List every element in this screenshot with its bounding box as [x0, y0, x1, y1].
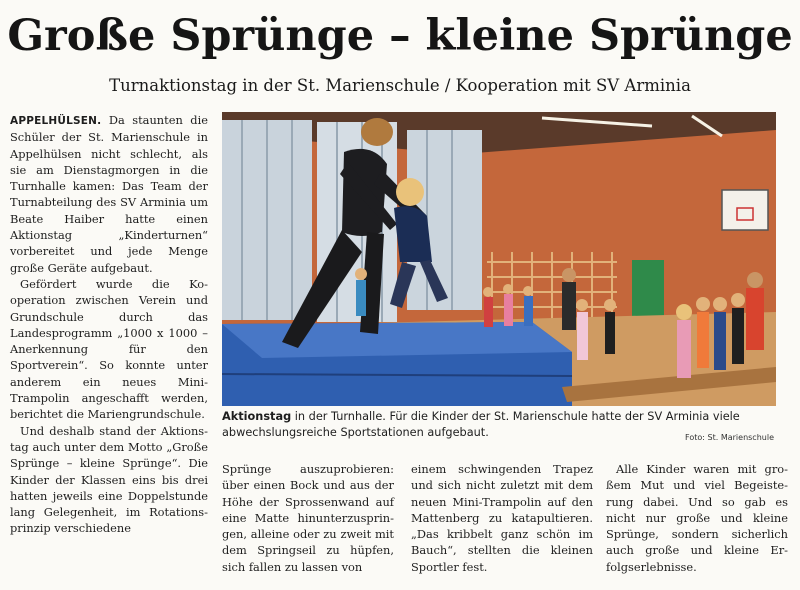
- article-paragraph-2: Gefördert wurde die Kooperation zwischen Verein und Grundschule durch das Landesprogramm „1000 x 1000 – Anerkennung für den Sportverein“. So konnte unter anderem ein neues Mini-Trampolin angeschafft werden, berichtet die Mariengrundschule.: [10, 276, 208, 422]
- article-paragraph-1: APPELHÜLSEN. Da staunten die Schüler der St. Marienschule in Appelhülsen nicht schlecht, als sie am Dienstagmorgen in die Turnhalle kamen: Das Team der Turnabteilung des SV Arminia um Beate Haiber hatte einen Aktionstag „Kinderturnen“ vorbereitet und jede Menge große Geräte aufgebaut.: [10, 113, 208, 275]
- article-column-2: [222, 461, 394, 575]
- subheadline: Turnaktionstag in der St. Marienschule / Kooperation mit SV Arminia: [109, 76, 691, 95]
- article-column-3: [411, 461, 593, 575]
- photo-credit: Foto: St. Marienschule: [685, 433, 774, 442]
- article-paragraph-5: einem schwingenden Trapez und sich nicht zuletzt mit dem neuen Mini-Trampolin auf den Mattenberg zu katapultieren. „Das kribbelt ganz schön im Bauch“, stellten die kleinen Sportler fest.: [411, 462, 593, 574]
- article-column-4: [606, 461, 788, 575]
- article-paragraph-3: Und deshalb stand der Aktionstag auch unter dem Motto „Große Sprünge – kleine Sprünge“. Die Kinder der Klassen eins bis drei hatten jeweils eine Doppelstunde lang Gelegenheit, im Rotationsprinzip verschiedene: [10, 423, 208, 536]
- gym-photo: [222, 112, 776, 406]
- article-column-1: [10, 112, 208, 537]
- headline: Große Sprünge – kleine Sprünge: [7, 11, 793, 61]
- caption-lead: Aktionstag: [222, 410, 292, 423]
- caption-text: in der Turnhalle. Für die Kinder der St. Marienschule hatte der SV Arminia viele abwechslungsreiche Sportstationen aufgebaut.: [222, 410, 740, 439]
- article-paragraph-4: Sprünge auszuprobieren: über einen Bock und aus der Höhe der Sprossenwand auf eine Matte hinunterzuspringen, alleine oder zu zweit mit dem Springseil zu hüpfen, sich fallen zu lassen von: [222, 462, 394, 574]
- dateline: APPELHÜLSEN.: [10, 115, 102, 127]
- article-paragraph-6: Alle Kinder waren mit großem Mut und viel Begeisterung dabei. Und so gab es nicht nur große und kleine Sprünge, sondern sicherlich auch große und kleine Erfolgserlebnisse.: [606, 462, 788, 574]
